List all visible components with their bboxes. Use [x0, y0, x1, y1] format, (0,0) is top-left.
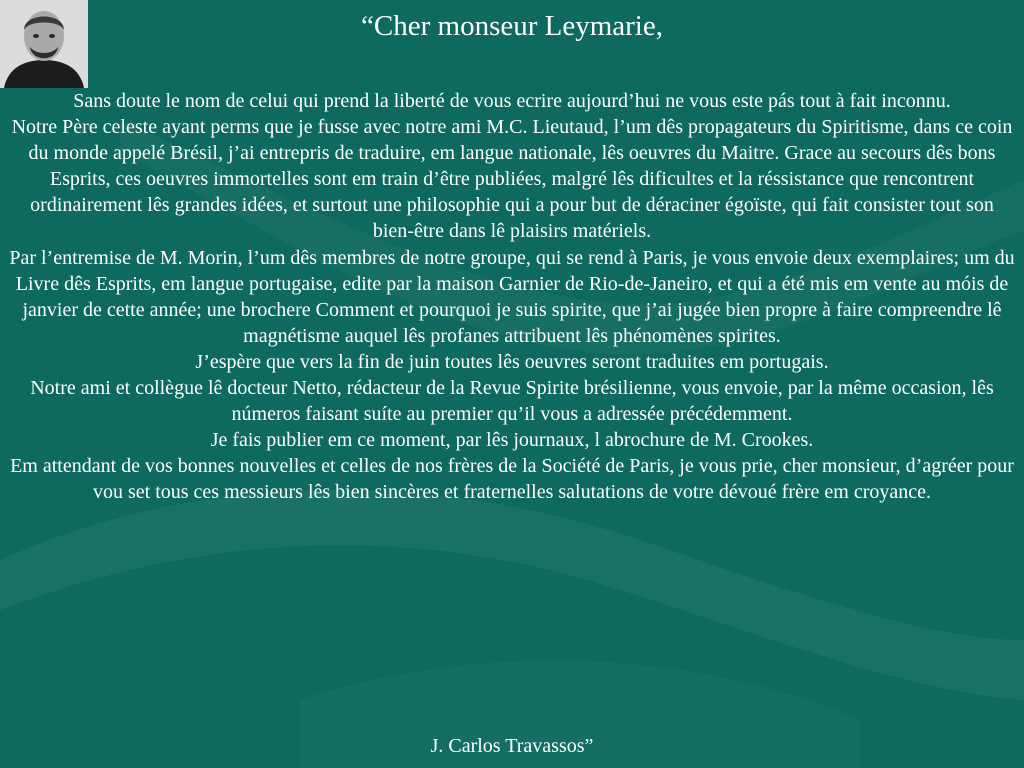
letter-paragraph: Notre ami et collègue lê docteur Netto, rédacteur de la Revue Spirite brésilienne, vous envoie, par la même occasion, lês números faisant suíte au premier qu’il vous a adressée précédemment.: [30, 377, 994, 426]
letter-paragraph: Je fais publier em ce moment, par lês journaux, l abrochure de M. Crookes.: [210, 429, 814, 452]
letter-paragraph: Em attendant de vos bonnes nouvelles et celles de nos frères de la Société de Paris, je vous prie, cher monsieur, d’agréer pour vou set tous ces messieurs lês bien sincères et fraternelles salutations de votre dévoué frère em croyance.: [10, 455, 1014, 504]
letter-paragraph: Sans doute le nom de celui qui prend la liberté de vous ecrire aujourd’hui ne vous este pás tout à fait inconnu.: [73, 90, 951, 112]
letter-signature: J. Carlos Travassos”: [430, 735, 594, 757]
letter-paragraph: Notre Père celeste ayant perms que je fusse avec notre ami M.C. Lieutaud, l’um dês propagateurs du Spiritisme, dans ce coin du monde appelé Brésil, j’ai entrepris de traduire, em langue nationale, lês oeuvres du Maitre. Grace au secours dês bons Esprits, ces oeuvres immortelles sont em train d’être publiées, malgré lês dificultes et la réssistance que rencontrent ordinairement lês grandes idées, et surtout une philosophie qui a pour but de déraciner égoïste, qui fait consister tout son bien-être dans lê plaisirs matériels.: [11, 116, 1013, 243]
letter-greeting: “Cher monseur Leymarie,: [361, 10, 663, 42]
letter-paragraph: Par l’entremise de M. Morin, l’um dês membres de notre groupe, qui se rend à Paris, je vous envoie deux exemplaires; um du Livre dês Esprits, em langue portugaise, edite par la maison Garnier de Rio-de-Janeiro, et qui a été mis em vente au móis de janvier de cette année; une brochere Comment et pourquoi je suis spirite, que j’ai jugée bien propre à faire compreendre lê magnétisme auquel lês profanes attribuent lês phénomènes spirites.: [9, 246, 1015, 347]
letter-body: [8, 88, 1016, 506]
letter-paragraph: J’espère que vers la fin de juin toutes lês oeuvres seront traduites em portugais.: [195, 350, 829, 373]
